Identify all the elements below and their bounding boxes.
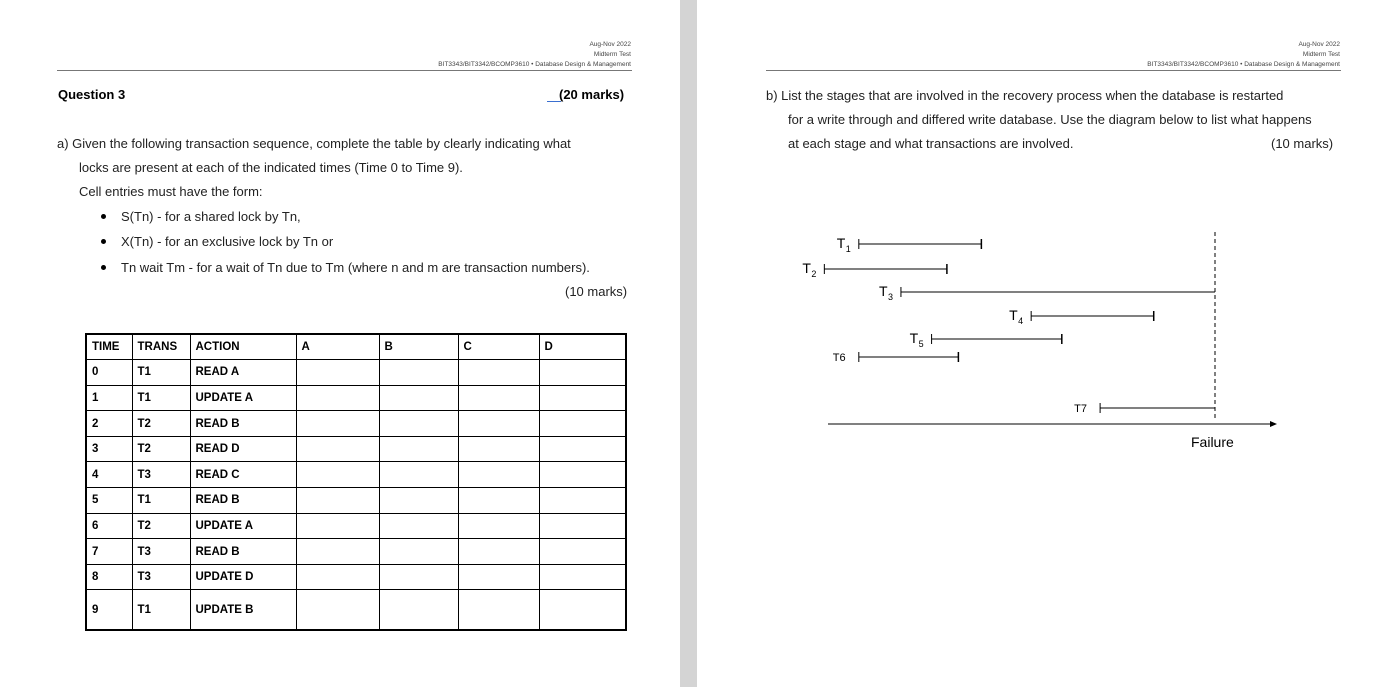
cell-d[interactable]	[539, 462, 626, 488]
bullet-1: S(Tn) - for a shared lock by Tn,	[121, 209, 301, 224]
bullet-2-dot	[101, 239, 106, 244]
cell-c[interactable]	[458, 385, 539, 411]
cell-trans: T1	[132, 360, 190, 386]
header-a: A	[296, 334, 379, 360]
part-a-line1: a) Given the following transaction sequence, complete the table by clearly indicating what	[57, 136, 571, 151]
cell-c[interactable]	[458, 411, 539, 437]
cell-d[interactable]	[539, 513, 626, 539]
cell-d[interactable]	[539, 488, 626, 514]
table-row	[86, 411, 626, 437]
transaction-lines	[802, 235, 1215, 415]
cell-time: 9	[86, 590, 132, 630]
cell-b[interactable]	[379, 436, 458, 462]
transaction-label: T7	[1074, 403, 1087, 415]
header-c: C	[458, 334, 539, 360]
transaction-label: T6	[832, 352, 846, 364]
table-row	[86, 488, 626, 514]
cell-d[interactable]	[539, 539, 626, 565]
cell-c[interactable]	[458, 590, 539, 630]
cell-b[interactable]	[379, 539, 458, 565]
cell-a[interactable]	[296, 539, 379, 565]
cell-time: 7	[86, 539, 132, 565]
cell-d[interactable]	[539, 436, 626, 462]
bullet-1-dot	[101, 214, 106, 219]
cell-time: 0	[86, 360, 132, 386]
table-row	[86, 436, 626, 462]
cell-c[interactable]	[458, 539, 539, 565]
cell-a[interactable]	[296, 488, 379, 514]
header-action: ACTION	[190, 334, 296, 360]
header-course: BIT3343/BIT3342/BCOMP3610 • Database Design & Management	[438, 61, 631, 68]
cell-b[interactable]	[379, 385, 458, 411]
page-header	[300, 40, 631, 70]
part-b-marks: (10 marks)	[1271, 136, 1334, 151]
table-row	[86, 462, 626, 488]
transaction-1	[837, 235, 982, 254]
transaction-subscript: 4	[1018, 316, 1024, 326]
table-row	[86, 360, 626, 386]
page-right	[697, 0, 1390, 687]
transaction-4	[1009, 307, 1154, 326]
cell-b[interactable]	[379, 513, 458, 539]
cell-trans: T1	[132, 590, 190, 630]
transaction-subscript: 1	[845, 244, 851, 254]
bullet-3: Tn wait Tm - for a wait of Tn due to Tm (where n and m are transaction numbers).	[121, 260, 590, 275]
cell-time: 1	[86, 385, 132, 411]
transaction-3	[879, 283, 1215, 302]
transaction-7	[1074, 403, 1215, 415]
header-rule	[57, 70, 632, 71]
page-left	[0, 0, 680, 687]
cell-trans: T3	[132, 564, 190, 590]
cell-action: UPDATE D	[190, 564, 296, 590]
cell-action: READ C	[190, 462, 296, 488]
cell-d[interactable]	[539, 385, 626, 411]
cell-d[interactable]	[539, 411, 626, 437]
cell-action: READ D	[190, 436, 296, 462]
cell-trans: T1	[132, 385, 190, 411]
marks-underline	[547, 101, 561, 102]
table-row	[86, 564, 626, 590]
cell-d[interactable]	[539, 564, 626, 590]
cell-d[interactable]	[539, 590, 626, 630]
transaction-subscript: 3	[887, 292, 893, 302]
transaction-subscript: 2	[811, 269, 817, 279]
cell-trans: T2	[132, 436, 190, 462]
cell-b[interactable]	[379, 590, 458, 630]
question-title: Question 3	[58, 87, 126, 102]
cell-b[interactable]	[379, 488, 458, 514]
cell-c[interactable]	[458, 436, 539, 462]
cell-time: 4	[86, 462, 132, 488]
cell-action: UPDATE B	[190, 590, 296, 630]
table-row	[86, 385, 626, 411]
header-b: B	[379, 334, 458, 360]
cell-a[interactable]	[296, 385, 379, 411]
part-a-line3: Cell entries must have the form:	[79, 184, 263, 199]
cell-time: 2	[86, 411, 132, 437]
time-axis-arrow	[1270, 421, 1277, 427]
recovery-diagram	[697, 0, 1390, 687]
transaction-label: T	[802, 260, 811, 276]
cell-b[interactable]	[379, 411, 458, 437]
header-trans: TRANS	[132, 334, 190, 360]
transaction-6	[833, 352, 959, 364]
bullet-3-dot	[101, 265, 106, 270]
cell-c[interactable]	[458, 513, 539, 539]
part-b-line1: b) List the stages that are involved in the recovery process when the database is restarted	[766, 88, 1284, 103]
cell-b[interactable]	[379, 564, 458, 590]
transaction-2	[802, 260, 947, 279]
header-course: BIT3343/BIT3342/BCOMP3610 • Database Design & Management	[1147, 61, 1340, 68]
cell-trans: T2	[132, 411, 190, 437]
header-d: D	[539, 334, 626, 360]
header-test: Midterm Test	[1302, 51, 1340, 58]
part-b-line3: at each stage and what transactions are involved.	[788, 136, 1074, 151]
question-marks: (20 marks)	[559, 87, 625, 102]
cell-a[interactable]	[296, 360, 379, 386]
transaction-label: T	[1009, 307, 1018, 323]
cell-time: 5	[86, 488, 132, 514]
cell-a[interactable]	[296, 411, 379, 437]
header-test: Midterm Test	[593, 51, 631, 58]
cell-action: READ B	[190, 488, 296, 514]
transaction-label: T	[878, 283, 888, 299]
cell-action: READ B	[190, 411, 296, 437]
cell-c[interactable]	[458, 488, 539, 514]
cell-a[interactable]	[296, 590, 379, 630]
cell-time: 8	[86, 564, 132, 590]
table-row	[86, 513, 626, 539]
failure-label: Failure	[1191, 434, 1234, 450]
cell-trans: T3	[132, 462, 190, 488]
transaction-5	[910, 330, 1062, 349]
header-time: TIME	[86, 334, 132, 360]
cell-a[interactable]	[296, 513, 379, 539]
cell-a[interactable]	[296, 436, 379, 462]
part-a-marks: (10 marks)	[565, 284, 628, 299]
cell-c[interactable]	[458, 564, 539, 590]
transaction-label: T	[909, 330, 919, 346]
header-term: Aug-Nov 2022	[589, 41, 631, 48]
cell-action: UPDATE A	[190, 513, 296, 539]
cell-a[interactable]	[296, 564, 379, 590]
cell-a[interactable]	[296, 462, 379, 488]
transaction-subscript: 5	[918, 339, 924, 349]
transaction-label: T	[836, 235, 846, 251]
cell-c[interactable]	[458, 462, 539, 488]
cell-d[interactable]	[539, 360, 626, 386]
cell-trans: T3	[132, 539, 190, 565]
cell-action: READ A	[190, 360, 296, 386]
table-header-row	[86, 334, 626, 360]
part-a-line2: locks are present at each of the indicated times (Time 0 to Time 9).	[79, 160, 463, 175]
cell-time: 3	[86, 436, 132, 462]
table-row	[86, 539, 626, 565]
cell-trans: T1	[132, 488, 190, 514]
table-row	[86, 590, 626, 630]
cell-trans: T2	[132, 513, 190, 539]
cell-c[interactable]	[458, 360, 539, 386]
bullet-2: X(Tn) - for an exclusive lock by Tn or	[121, 234, 334, 249]
part-b-line2: for a write through and differed write database. Use the diagram below to list what happens	[788, 112, 1312, 127]
cell-action: READ B	[190, 539, 296, 565]
header-term: Aug-Nov 2022	[1298, 41, 1340, 48]
cell-action: UPDATE A	[190, 385, 296, 411]
lock-table	[85, 333, 627, 631]
cell-b[interactable]	[379, 360, 458, 386]
cell-time: 6	[86, 513, 132, 539]
cell-b[interactable]	[379, 462, 458, 488]
